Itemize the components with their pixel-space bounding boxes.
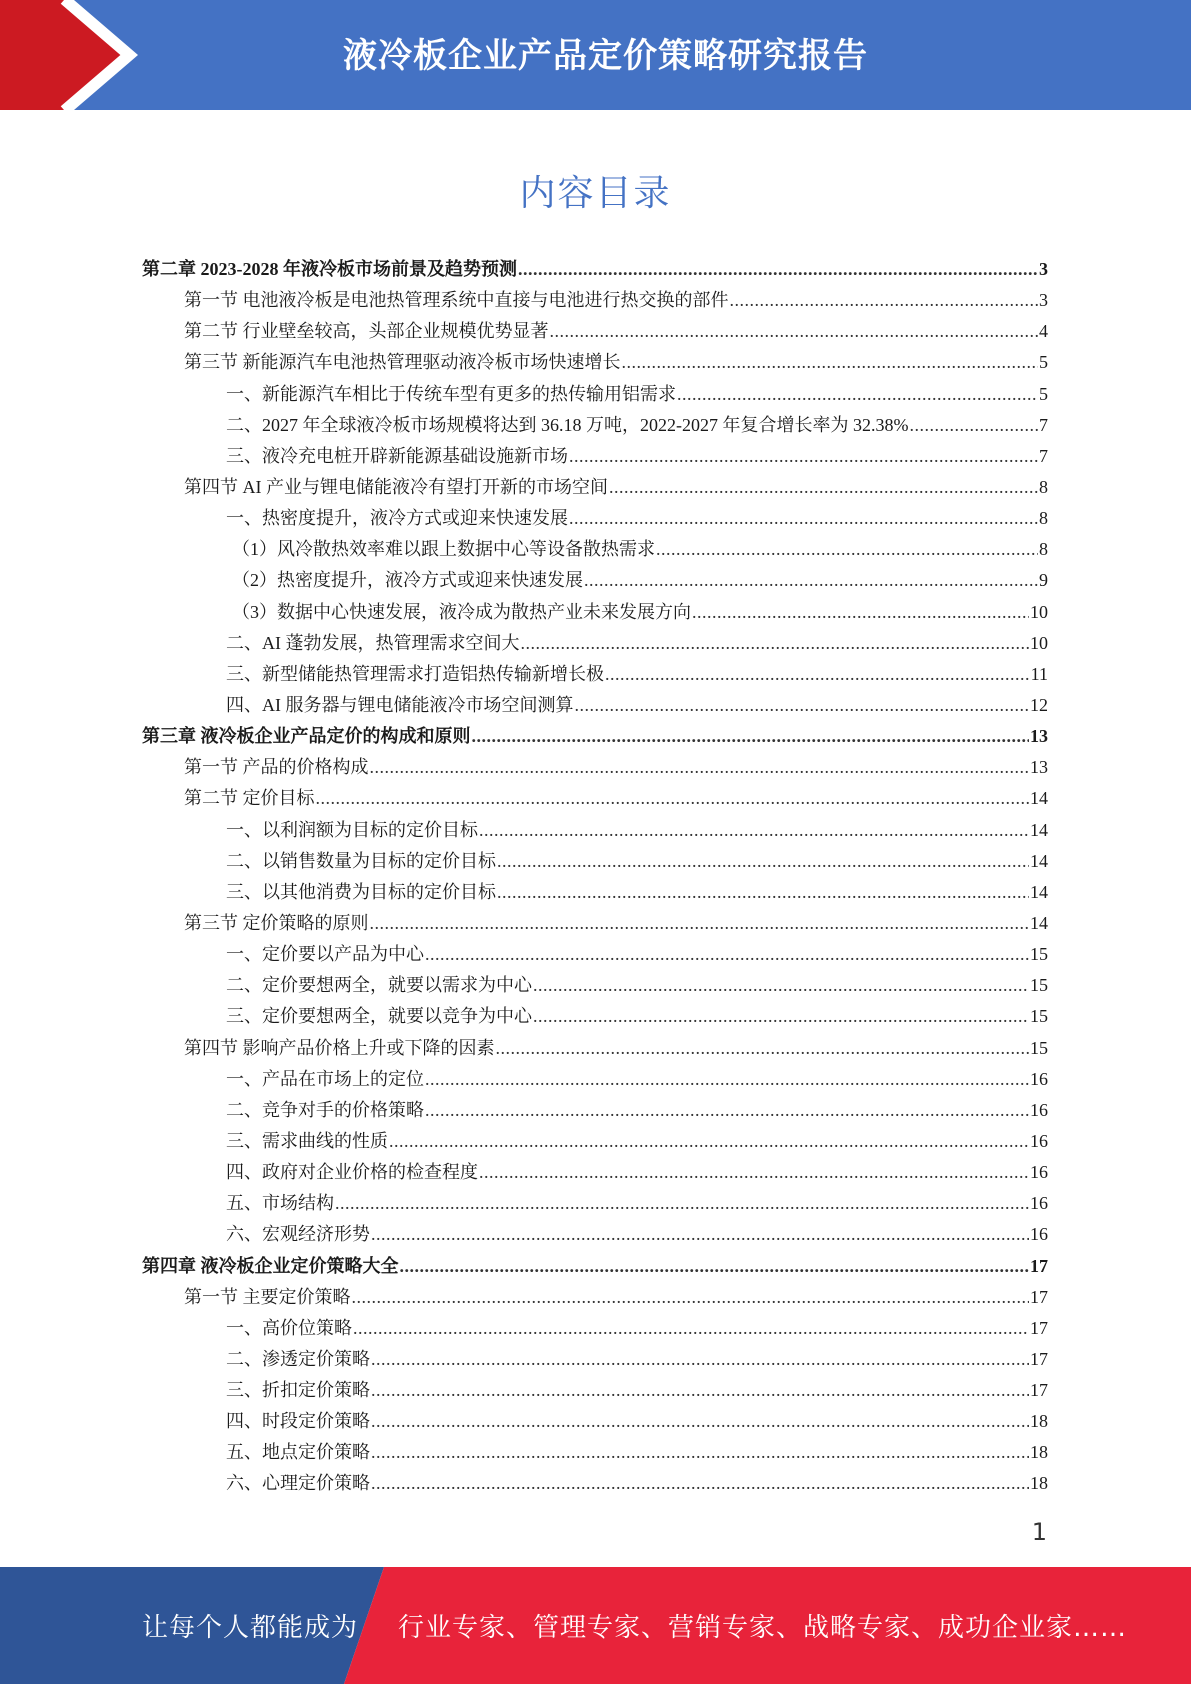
toc-dot-leader bbox=[316, 783, 1030, 814]
toc-page-number: 16 bbox=[1030, 1068, 1048, 1089]
toc-page-number: 16 bbox=[1030, 1224, 1048, 1245]
toc-subsection-entry[interactable] bbox=[142, 659, 1048, 690]
toc-heading: 内容目录 bbox=[519, 173, 672, 214]
toc-page-number: 11 bbox=[1030, 663, 1048, 684]
toc-section-entry[interactable] bbox=[142, 1033, 1048, 1064]
toc-entry-text: 四、AI 服务器与锂电储能液冷市场空间测算 bbox=[226, 694, 574, 715]
toc-subsection-entry[interactable] bbox=[142, 565, 1048, 596]
toc-entry-text: 二、渗透定价策略 bbox=[226, 1348, 370, 1369]
toc-page-number: 16 bbox=[1030, 1130, 1048, 1151]
toc-entry-text: 第四章 液冷板企业定价策略大全 bbox=[142, 1255, 399, 1276]
toc-section-entry[interactable] bbox=[142, 908, 1048, 939]
toc-dot-leader bbox=[609, 472, 1038, 503]
toc-subsection-entry[interactable] bbox=[142, 970, 1048, 1001]
toc-chapter-entry[interactable] bbox=[142, 254, 1048, 285]
toc-page-number: 8 bbox=[1039, 539, 1048, 560]
toc-dot-leader bbox=[518, 254, 1038, 285]
toc-dot-leader bbox=[550, 316, 1039, 347]
toc-page-number: 14 bbox=[1030, 912, 1048, 933]
toc-page-number: 16 bbox=[1030, 1193, 1048, 1214]
toc-dot-leader bbox=[656, 534, 1038, 565]
toc-dot-leader bbox=[622, 347, 1039, 378]
toc-subsection-entry[interactable] bbox=[142, 846, 1048, 877]
toc-dot-leader bbox=[425, 1095, 1029, 1126]
toc-entry-text: 第四节 影响产品价格上升或下降的因素 bbox=[184, 1037, 495, 1058]
toc-dot-leader bbox=[389, 1126, 1029, 1157]
toc-dot-leader bbox=[371, 1406, 1029, 1437]
toc-page-number: 5 bbox=[1039, 383, 1048, 404]
footer-banner bbox=[0, 1567, 1191, 1684]
toc-page-number: 8 bbox=[1039, 508, 1048, 529]
toc-page-number: 7 bbox=[1039, 414, 1048, 435]
toc-dot-leader bbox=[335, 1188, 1029, 1219]
toc-page-number: 15 bbox=[1030, 944, 1048, 965]
toc-subsection-entry[interactable] bbox=[142, 1095, 1048, 1126]
report-title: 液冷板企业产品定价策略研究报告 bbox=[343, 36, 868, 76]
toc-entry-text: 第二节 定价目标 bbox=[184, 788, 315, 809]
toc-entry-text: 三、定价要想两全，就要以竞争为中心 bbox=[226, 1006, 532, 1027]
toc-subsection-entry[interactable] bbox=[142, 815, 1048, 846]
toc-subsection-entry[interactable] bbox=[142, 534, 1048, 565]
toc-dot-leader bbox=[677, 379, 1038, 410]
toc-entry-text: 三、折扣定价策略 bbox=[226, 1380, 370, 1401]
toc-page-number: 16 bbox=[1030, 1099, 1048, 1120]
toc-entry-text: 五、地点定价策略 bbox=[226, 1442, 370, 1463]
toc-dot-leader bbox=[371, 1437, 1029, 1468]
toc-page-number: 17 bbox=[1030, 1255, 1048, 1276]
toc-dot-leader bbox=[497, 846, 1029, 877]
toc-entry-text: 第一节 产品的价格构成 bbox=[184, 757, 369, 778]
toc-subsection-entry[interactable] bbox=[142, 1406, 1048, 1437]
toc-entry-text: 第四节 AI 产业与锂电储能液冷有望打开新的市场空间 bbox=[184, 476, 608, 497]
toc-page-number: 15 bbox=[1030, 1037, 1048, 1058]
toc-entry-text: 一、新能源汽车相比于传统车型有更多的热传输用铝需求 bbox=[226, 383, 676, 404]
toc-entry-text: 二、2027 年全球液冷板市场规模将达到 36.18 万吨，2022-2027 年复合增长率为 32.38% bbox=[226, 414, 909, 435]
toc-subsection-entry[interactable] bbox=[142, 410, 1048, 441]
toc-section-entry[interactable] bbox=[142, 472, 1048, 503]
toc-entry-text: 二、竞争对手的价格策略 bbox=[226, 1099, 424, 1120]
toc-page-number: 18 bbox=[1030, 1473, 1048, 1494]
toc-dot-leader bbox=[370, 752, 1030, 783]
toc-dot-leader bbox=[370, 908, 1030, 939]
toc-subsection-entry[interactable] bbox=[142, 628, 1048, 659]
toc-page-number: 3 bbox=[1039, 290, 1048, 311]
toc-chapter-entry[interactable] bbox=[142, 721, 1048, 752]
toc-dot-leader bbox=[352, 1282, 1030, 1313]
page-number: 1 bbox=[1031, 1518, 1047, 1546]
toc-page-number: 12 bbox=[1030, 694, 1048, 715]
toc-entry-text: 三、以其他消费为目标的定价目标 bbox=[226, 881, 496, 902]
toc-entry-text: 第三章 液冷板企业产品定价的构成和原则 bbox=[142, 726, 471, 747]
toc-dot-leader bbox=[910, 410, 1039, 441]
table-of-contents bbox=[142, 254, 1048, 1500]
toc-entry-text: 第三节 新能源汽车电池热管理驱动液冷板市场快速增长 bbox=[184, 352, 621, 373]
toc-section-entry[interactable] bbox=[142, 752, 1048, 783]
toc-subsection-entry[interactable] bbox=[142, 379, 1048, 410]
toc-page-number: 13 bbox=[1030, 726, 1048, 747]
toc-dot-leader bbox=[575, 690, 1030, 721]
toc-dot-leader bbox=[479, 815, 1029, 846]
footer-slogan-right: 行业专家、管理专家、营销专家、战略专家、成功企业家…… bbox=[398, 1613, 1128, 1643]
toc-page-number: 4 bbox=[1039, 321, 1048, 342]
toc-page-number: 14 bbox=[1030, 850, 1048, 871]
toc-subsection-entry[interactable] bbox=[142, 1219, 1048, 1250]
toc-entry-text: 二、定价要想两全，就要以需求为中心 bbox=[226, 975, 532, 996]
toc-dot-leader bbox=[400, 1251, 1030, 1282]
toc-entry-text: 第一节 主要定价策略 bbox=[184, 1286, 351, 1307]
toc-dot-leader bbox=[496, 1033, 1030, 1064]
toc-dot-leader bbox=[425, 939, 1029, 970]
toc-subsection-entry[interactable] bbox=[142, 1344, 1048, 1375]
toc-dot-leader bbox=[533, 970, 1029, 1001]
toc-subsection-entry[interactable] bbox=[142, 690, 1048, 721]
toc-dot-leader bbox=[371, 1468, 1029, 1499]
header-banner bbox=[0, 0, 1191, 110]
toc-entry-text: 一、定价要以产品为中心 bbox=[226, 944, 424, 965]
toc-dot-leader bbox=[425, 1064, 1029, 1095]
toc-entry-text: 五、市场结构 bbox=[226, 1193, 334, 1214]
toc-dot-leader bbox=[371, 1375, 1029, 1406]
toc-page-number: 16 bbox=[1030, 1162, 1048, 1183]
toc-entry-text: 六、宏观经济形势 bbox=[226, 1224, 370, 1245]
toc-entry-text: 四、政府对企业价格的检查程度 bbox=[226, 1162, 478, 1183]
toc-dot-leader bbox=[472, 721, 1030, 752]
toc-entry-text: 第二节 行业壁垒较高，头部企业规模优势显著 bbox=[184, 321, 549, 342]
toc-subsection-entry[interactable] bbox=[142, 503, 1048, 534]
toc-entry-text: 一、高价位策略 bbox=[226, 1317, 352, 1338]
toc-subsection-entry[interactable] bbox=[142, 597, 1048, 628]
toc-entry-text: 三、需求曲线的性质 bbox=[226, 1130, 388, 1151]
toc-page-number: 7 bbox=[1039, 445, 1048, 466]
toc-page-number: 10 bbox=[1030, 601, 1048, 622]
toc-entry-text: 六、心理定价策略 bbox=[226, 1473, 370, 1494]
toc-page-number: 17 bbox=[1030, 1348, 1048, 1369]
toc-section-entry[interactable] bbox=[142, 783, 1048, 814]
toc-entry-text: （2）热密度提升，液冷方式或迎来快速发展 bbox=[232, 570, 583, 591]
toc-entry-text: 一、产品在市场上的定位 bbox=[226, 1068, 424, 1089]
toc-dot-leader bbox=[569, 441, 1038, 472]
toc-entry-text: 二、以销售数量为目标的定价目标 bbox=[226, 850, 496, 871]
toc-entry-text: 一、以利润额为目标的定价目标 bbox=[226, 819, 478, 840]
toc-entry-text: 四、时段定价策略 bbox=[226, 1411, 370, 1432]
toc-subsection-entry[interactable] bbox=[142, 939, 1048, 970]
toc-page-number: 3 bbox=[1039, 259, 1048, 279]
toc-subsection-entry[interactable] bbox=[142, 1375, 1048, 1406]
toc-subsection-entry[interactable] bbox=[142, 1188, 1048, 1219]
toc-dot-leader bbox=[371, 1344, 1029, 1375]
toc-page-number: 17 bbox=[1030, 1380, 1048, 1401]
toc-subsection-entry[interactable] bbox=[142, 441, 1048, 472]
toc-dot-leader bbox=[584, 565, 1038, 596]
toc-subsection-entry[interactable] bbox=[142, 1064, 1048, 1095]
toc-entry-text: 第三节 定价策略的原则 bbox=[184, 912, 369, 933]
toc-section-entry[interactable] bbox=[142, 347, 1048, 378]
toc-page-number: 15 bbox=[1030, 1006, 1048, 1027]
toc-page-number: 10 bbox=[1030, 632, 1048, 653]
toc-page-number: 15 bbox=[1030, 975, 1048, 996]
toc-dot-leader bbox=[730, 285, 1039, 316]
footer-slogan-left: 让每个人都能成为 bbox=[142, 1613, 359, 1643]
toc-subsection-entry[interactable] bbox=[142, 1468, 1048, 1499]
toc-subsection-entry[interactable] bbox=[142, 1126, 1048, 1157]
toc-page-number: 18 bbox=[1030, 1411, 1048, 1432]
toc-page-number: 14 bbox=[1030, 788, 1048, 809]
toc-entry-text: 第一节 电池液冷板是电池热管理系统中直接与电池进行热交换的部件 bbox=[184, 290, 729, 311]
toc-dot-leader bbox=[533, 1001, 1029, 1032]
toc-entry-text: 第二章 2023-2028 年液冷板市场前景及趋势预测 bbox=[142, 259, 517, 279]
toc-page-number: 9 bbox=[1039, 570, 1048, 591]
toc-page-number: 8 bbox=[1039, 476, 1048, 497]
toc-page-number: 17 bbox=[1030, 1317, 1048, 1338]
toc-subsection-entry[interactable] bbox=[142, 1001, 1048, 1032]
toc-page-number: 17 bbox=[1030, 1286, 1048, 1307]
toc-page-number: 18 bbox=[1030, 1442, 1048, 1463]
toc-dot-leader bbox=[692, 597, 1029, 628]
toc-entry-text: 三、新型储能热管理需求打造铝热传输新增长极 bbox=[226, 663, 604, 684]
toc-dot-leader bbox=[497, 877, 1029, 908]
toc-section-entry[interactable] bbox=[142, 316, 1048, 347]
toc-entry-text: 一、热密度提升，液冷方式或迎来快速发展 bbox=[226, 508, 568, 529]
toc-section-entry[interactable] bbox=[142, 285, 1048, 316]
toc-dot-leader bbox=[521, 628, 1030, 659]
toc-subsection-entry[interactable] bbox=[142, 877, 1048, 908]
toc-section-entry[interactable] bbox=[142, 1282, 1048, 1313]
toc-chapter-entry[interactable] bbox=[142, 1251, 1048, 1282]
toc-entry-text: 二、AI 蓬勃发展，热管理需求空间大 bbox=[226, 632, 520, 653]
toc-dot-leader bbox=[605, 659, 1030, 690]
toc-page-number: 14 bbox=[1030, 819, 1048, 840]
toc-subsection-entry[interactable] bbox=[142, 1313, 1048, 1344]
toc-dot-leader bbox=[479, 1157, 1029, 1188]
toc-entry-text: （3）数据中心快速发展，液冷成为散热产业未来发展方向 bbox=[232, 601, 691, 622]
toc-subsection-entry[interactable] bbox=[142, 1157, 1048, 1188]
toc-dot-leader bbox=[371, 1219, 1029, 1250]
toc-entry-text: 三、液冷充电桩开辟新能源基础设施新市场 bbox=[226, 445, 568, 466]
toc-subsection-entry[interactable] bbox=[142, 1437, 1048, 1468]
toc-page-number: 13 bbox=[1030, 757, 1048, 778]
toc-dot-leader bbox=[569, 503, 1038, 534]
toc-page-number: 14 bbox=[1030, 881, 1048, 902]
toc-page-number: 5 bbox=[1039, 352, 1048, 373]
toc-entry-text: （1）风冷散热效率难以跟上数据中心等设备散热需求 bbox=[232, 539, 655, 560]
toc-dot-leader bbox=[353, 1313, 1029, 1344]
